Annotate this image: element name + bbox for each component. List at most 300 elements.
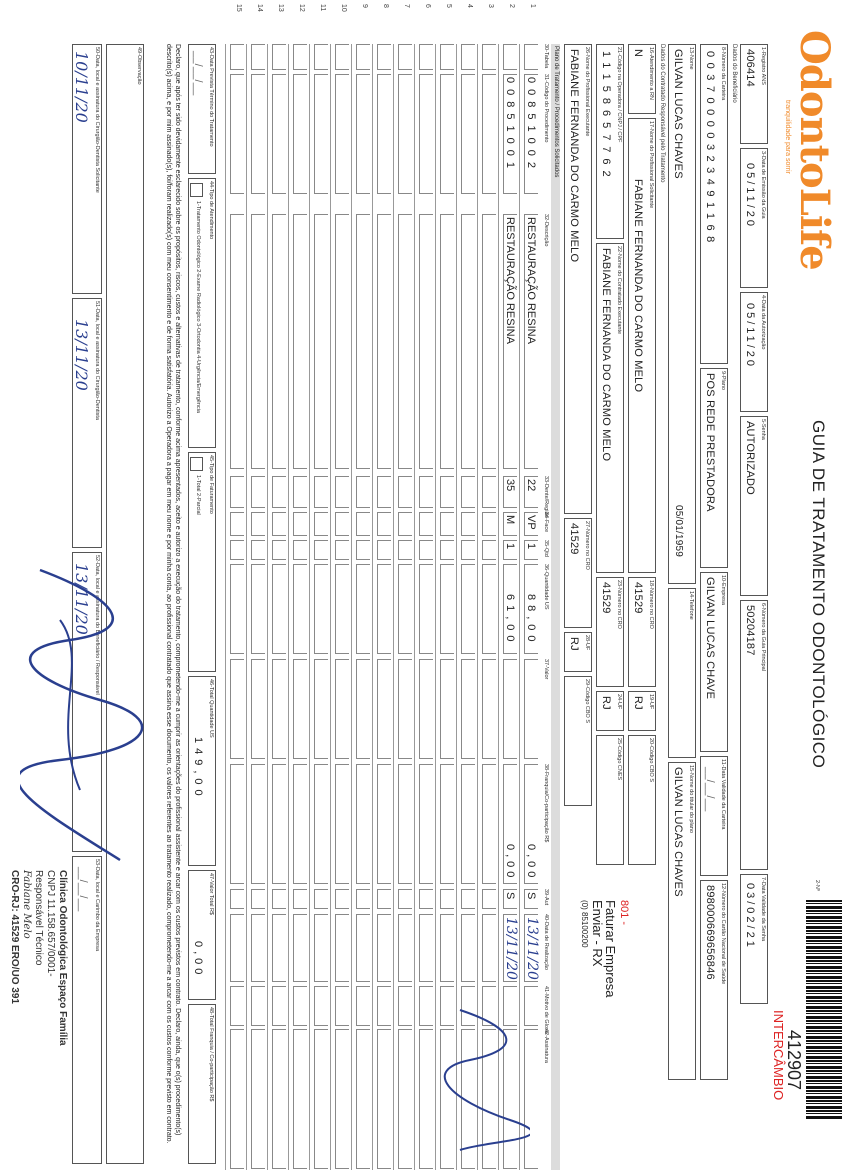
birth-date: 05/01/1959 [673, 505, 684, 558]
valor-total-value: 0,00 [192, 941, 204, 979]
cell-valor [272, 659, 286, 759]
cell-franq [398, 764, 412, 884]
procedures-section-title: Plano de Tratamento / Procedimentos Solicitados [553, 46, 559, 178]
table-row [288, 4, 309, 1170]
cell-sig [335, 1029, 349, 1169]
atendimento-rn-value: N [632, 49, 644, 58]
value-aut: S [525, 892, 537, 900]
cell-tab [314, 44, 328, 70]
row-number: 6 [424, 4, 431, 8]
tipo-faturamento-checkbox[interactable] [190, 457, 203, 471]
header-assinatura: 42-Assinatura [543, 1029, 549, 1063]
cell-desc [398, 214, 412, 469]
cartao-nacional-value: 898000669656846 [704, 885, 716, 980]
tipo-faturamento-options: 1-Total 2-Parcial [195, 475, 201, 515]
cell-date [356, 914, 370, 982]
header-descricao: 32-Descrição [543, 214, 549, 247]
cell-franq [335, 764, 349, 884]
value-face: M [504, 515, 516, 525]
table-row [330, 4, 351, 1170]
cell-aut [251, 889, 265, 909]
guide-number: 412907 [784, 1030, 804, 1091]
cell-franq [314, 764, 328, 884]
profissional-executante-value: FABIANE FERNANDA DO CARMO MELO [568, 49, 580, 263]
field-validade-senha: 7-Data Validade da Senha 03/02/21 [740, 874, 768, 1004]
cell-glosa [314, 986, 328, 1026]
header-glosa: 41-Motivo de Glosa [543, 986, 549, 1034]
cell-date [251, 914, 265, 982]
cell-aut [461, 889, 475, 909]
cell-code [461, 74, 475, 194]
value-qty: 1 [504, 543, 516, 550]
cell-tooth [398, 476, 412, 508]
odontolife-logo [784, 30, 838, 270]
numero-carteira-value: 00370000323491168 [704, 51, 716, 248]
cell-valor [503, 659, 517, 759]
table-row [414, 4, 435, 1170]
cell-date [482, 914, 496, 982]
cell-date [461, 914, 475, 982]
header-franquia: 38-Franquia/Co-participação R$ [543, 764, 549, 843]
cell-us [398, 564, 412, 654]
cell-sig [230, 1029, 244, 1169]
field-assinatura-solicitante: 50-Data, local e assinatura do Cirurgião-Dentista Solicitante 10/11/20 [72, 44, 102, 294]
cell-desc [377, 214, 391, 469]
field-empresa: 10-Empresa GILVAN LUCAS CHAVE [700, 572, 728, 752]
cell-qty [251, 540, 265, 560]
row-number: 9 [361, 4, 368, 8]
section-beneficiario: Dados do Beneficiário [731, 44, 737, 103]
header-qtd-us: 36-Quantidade US [543, 564, 549, 610]
plano-value: POS REDE PRESTADORA [704, 373, 716, 512]
table-row [351, 4, 372, 1170]
cell-glosa [293, 986, 307, 1026]
cell-tab [356, 44, 370, 70]
cell-face [482, 512, 496, 536]
cell-face [335, 512, 349, 536]
cell-us [377, 564, 391, 654]
field-data-emissao: 3-Data de Emissão da Guia 05/11/20 [740, 148, 768, 288]
cell-face [398, 512, 412, 536]
cell-tooth [356, 476, 370, 508]
cell-franq [356, 764, 370, 884]
beneficiario-date: 13/11/20 [72, 563, 91, 635]
value-date: 13/11/20 [524, 917, 540, 980]
cell-date [377, 914, 391, 982]
guide-number-label: 2-Nº [814, 880, 820, 891]
cell-us [251, 564, 265, 654]
field-nome: 13-Nome GILVAN LUCAS CHAVES 05/01/1959 [668, 44, 696, 584]
procedures-section-bar [551, 44, 560, 1170]
value-us: 88,00 [525, 594, 537, 647]
cell-desc [356, 214, 370, 469]
validade-senha-value: 03/02/21 [744, 883, 756, 950]
cell-desc [482, 214, 496, 469]
cell-code [293, 74, 307, 194]
cell-aut [440, 889, 454, 909]
field-data-autorizacao: 4-Data da Autorização 05/11/20 [740, 292, 768, 412]
dentist-row-signature [440, 1000, 530, 1160]
row-number: 4 [466, 4, 473, 8]
validade-carteira-value: __/__/__ [704, 767, 716, 812]
field-data-prevista: 43-Data Prevista Término do Tratamento __/__/__ [188, 44, 216, 174]
cell-face [461, 512, 475, 536]
uf-executante-value: RJ [568, 637, 580, 651]
cell-aut [419, 889, 433, 909]
value-franq: 0,00 [504, 844, 516, 882]
field-cartao-nacional: 12-Número do Cartão Nacional de Saúde 898000669656846 [700, 880, 728, 1080]
cell-qty [419, 540, 433, 560]
contratado-executante-value: FABIANE FERNANDA DO CARMO MELO [600, 248, 612, 462]
registro-ans-value: 406414 [744, 49, 756, 87]
cell-valor [377, 659, 391, 759]
cell-valor [398, 659, 412, 759]
cell-desc [335, 214, 349, 469]
page-title: GUIA DE TRATAMENTO ODONTOLÓGICO [809, 420, 828, 769]
cell-valor [335, 659, 349, 759]
data-prevista-value: __/__/__ [192, 51, 204, 96]
cell-date [293, 914, 307, 982]
dentista-date: 13/11/20 [72, 319, 91, 391]
table-row [372, 4, 393, 1170]
cell-tab [419, 44, 433, 70]
row-number: 12 [298, 4, 305, 12]
cell-tooth [440, 476, 454, 508]
cell-code [272, 74, 286, 194]
senha-value: AUTORIZADO [744, 421, 756, 495]
cell-glosa [377, 986, 391, 1026]
codigo-operadora-value: 11158657762 [600, 51, 612, 183]
cell-tooth [293, 476, 307, 508]
cell-valor [461, 659, 475, 759]
cell-franq [377, 764, 391, 884]
cell-code [314, 74, 328, 194]
cell-sig [314, 1029, 328, 1169]
cell-valor [230, 659, 244, 759]
cell-desc [440, 214, 454, 469]
field-assinatura-beneficiario: 52-Data, local e assinatura do Beneficiário / Responsável 13/11/20 [72, 552, 102, 852]
field-senha: 5-Senha AUTORIZADO [740, 416, 768, 596]
cell-tooth [314, 476, 328, 508]
cell-us [230, 564, 244, 654]
field-cnes: 25-Código CNES [596, 735, 624, 865]
cell-aut [314, 889, 328, 909]
row-number: 3 [487, 4, 494, 8]
cell-franq [440, 764, 454, 884]
tipo-atendimento-options: 1-Tratamento Odontológico 2-Exame Radiológico 3-Ortodontia 4-Urgência/Emergência [195, 201, 201, 413]
cell-sig [356, 1029, 370, 1169]
table-row [267, 4, 288, 1170]
cell-face [377, 512, 391, 536]
section-contratado: Dados do Contratado Responsável pelo Tratamento [659, 44, 665, 183]
cell-franq [272, 764, 286, 884]
cell-face [314, 512, 328, 536]
cell-tab [230, 44, 244, 70]
cell-desc [293, 214, 307, 469]
field-validade-carteira: 11-Data Validade da Carteira __/__/__ [700, 756, 728, 876]
cell-face [356, 512, 370, 536]
cell-tooth [482, 476, 496, 508]
cell-tab [377, 44, 391, 70]
cell-tooth [377, 476, 391, 508]
cell-sig [272, 1029, 286, 1169]
cell-qty [461, 540, 475, 560]
cell-valor [440, 659, 454, 759]
cell-code [377, 74, 391, 194]
cell-tab [335, 44, 349, 70]
header-qtd: 35-Qtd [543, 540, 549, 557]
cell-glosa [419, 986, 433, 1026]
field-registro-ans: 1-Registro ANS 406414 [740, 44, 768, 144]
cell-glosa [335, 986, 349, 1026]
cell-tab [398, 44, 412, 70]
field-assinatura-dentista: 51-Data, local e assinatura do Cirurgião-Dentista 13/11/20 [72, 298, 102, 548]
solicitante-date: 10/11/20 [72, 51, 91, 123]
note-phone: (0) 85100200 [580, 900, 589, 948]
cell-tab [461, 44, 475, 70]
field-contratado-executante: 22-Nome do Contratado Executante FABIANE FERNANDA DO CARMO MELO [596, 243, 624, 573]
cell-qty [272, 540, 286, 560]
value-code: 00851001 [504, 77, 516, 174]
cell-date [230, 914, 244, 982]
total-us-value: 149,00 [192, 737, 204, 801]
cell-valor [419, 659, 433, 759]
cell-aut [272, 889, 286, 909]
field-uf-solicitante: 19-UF RJ [628, 691, 656, 731]
header-codigo: 31-Código do Procedimento [543, 74, 549, 143]
cell-aut [230, 889, 244, 909]
cro-executante-value: 41529 [568, 523, 580, 555]
field-total-us: 46-Total Quantidade US 149,00 [188, 676, 216, 866]
cell-us [461, 564, 475, 654]
cell-aut [482, 889, 496, 909]
cell-glosa [356, 986, 370, 1026]
header-valor: 37-Valor [543, 659, 549, 680]
cell-us [272, 564, 286, 654]
table-row [246, 4, 267, 1170]
table-row [309, 4, 330, 1170]
row-number: 5 [445, 4, 452, 8]
row-number: 2 [508, 4, 515, 8]
cell-tooth [419, 476, 433, 508]
cell-franq [461, 764, 475, 884]
cell-qty [482, 540, 496, 560]
titular-value: GILVAN LUCAS CHAVES [672, 767, 684, 897]
field-profissional-executante: 26-Nome do Profissional Executante FABIANE FERNANDA DO CARMO MELO [564, 44, 592, 514]
value-franq: 0,00 [525, 844, 537, 882]
barcode [806, 900, 842, 1120]
cell-glosa [230, 986, 244, 1026]
cell-date [314, 914, 328, 982]
value-face: VP [525, 515, 537, 530]
row-number: 14 [256, 4, 263, 12]
row-number: 11 [319, 4, 326, 12]
tipo-atendimento-checkbox[interactable] [190, 183, 203, 197]
cell-face [251, 512, 265, 536]
field-codigo-operadora: 21-Código na Operadora / CNPJ / CPF 11158657762 [596, 44, 624, 239]
row-number: 10 [340, 4, 347, 12]
cell-sig [398, 1029, 412, 1169]
cell-code [482, 74, 496, 194]
cell-tooth [230, 476, 244, 508]
field-titular: 15-Nome do titular do plano GILVAN LUCAS CHAVES [668, 762, 696, 1080]
cell-tooth [461, 476, 475, 508]
cell-aut [356, 889, 370, 909]
handwritten-note [578, 900, 630, 998]
field-cro-contratado: 23-Número no CRO 41529 [596, 577, 624, 687]
value-qty: 1 [525, 543, 537, 550]
beneficiary-signature [20, 560, 160, 880]
uf-contratado-value: RJ [600, 696, 612, 710]
note-801: 801 - [618, 900, 630, 926]
field-telefone: 14-Telefone [668, 588, 696, 758]
cell-us [440, 564, 454, 654]
field-numero-carteira: 8-Número da Carteira 00370000323491168 [700, 44, 728, 364]
cell-desc [314, 214, 328, 469]
cell-desc [461, 214, 475, 469]
cell-date [272, 914, 286, 982]
cell-aut [293, 889, 307, 909]
field-total-franquia: 48-Total Franquia / Co-participação R$ [188, 1004, 216, 1164]
cell-aut [335, 889, 349, 909]
value-tooth: 35 [504, 479, 516, 492]
value-desc: RESTAURAÇÃO RESINA [525, 217, 537, 344]
cell-us [314, 564, 328, 654]
brand-name: OdontoLife [791, 30, 838, 270]
field-cbo-solicitante: 20-Código CBO S [628, 735, 656, 865]
row-number: 8 [382, 4, 389, 8]
cell-qty [335, 540, 349, 560]
cell-franq [482, 764, 496, 884]
cell-us [293, 564, 307, 654]
cell-qty [377, 540, 391, 560]
field-tipo-faturamento: 45-Tipo de Faturamento 1-Total 2-Parcial [188, 452, 216, 672]
cell-tab [251, 44, 265, 70]
cell-date [398, 914, 412, 982]
cell-qty [440, 540, 454, 560]
cell-glosa [272, 986, 286, 1026]
cell-desc [230, 214, 244, 469]
cell-franq [230, 764, 244, 884]
table-row [393, 4, 414, 1170]
value-code: 00851002 [525, 77, 537, 174]
cell-sig [419, 1029, 433, 1169]
cell-date [419, 914, 433, 982]
nome-value: GILVAN LUCAS CHAVES [672, 49, 684, 179]
header-face: 34-Face [543, 512, 549, 533]
guia-principal-value: 50204187 [744, 605, 756, 656]
cell-valor [314, 659, 328, 759]
cell-valor [293, 659, 307, 759]
value-desc: RESTAURAÇÃO RESINA [504, 217, 516, 344]
cell-us [356, 564, 370, 654]
intercambio-stamp: INTERCÂMBIO [771, 1010, 786, 1101]
cell-code [335, 74, 349, 194]
profissional-solicitante-value: FABIANE FERNANDA DO CARMO MELO [632, 179, 644, 393]
procedures-header [541, 44, 550, 1170]
field-valor-total: 47-Valor Total R$ 0,00 [188, 870, 216, 1000]
header-data-realizacao: 40-Data de Realização [543, 914, 549, 970]
carimbo-empresa-date: __/__/__ [77, 867, 89, 912]
row-number: 1 [529, 4, 536, 8]
empresa-value: GILVAN LUCAS CHAVE [704, 577, 716, 700]
uf-solicitante-value: RJ [632, 696, 644, 710]
cell-code [440, 74, 454, 194]
cell-aut [398, 889, 412, 909]
field-uf-contratado: 24-UF RJ [596, 691, 624, 731]
cell-franq [293, 764, 307, 884]
cell-tab [482, 44, 496, 70]
cell-face [230, 512, 244, 536]
header-aut: 39-Aut [543, 889, 549, 906]
note-enviar: Enviar - RX [590, 900, 605, 967]
cell-us [482, 564, 496, 654]
data-autorizacao-value: 05/11/20 [744, 303, 756, 370]
cell-code [356, 74, 370, 194]
cell-tooth [335, 476, 349, 508]
cell-us [335, 564, 349, 654]
cell-date [440, 914, 454, 982]
cell-sig [251, 1029, 265, 1169]
field-profissional-solicitante: 17-Nome do Profissional Solicitante FABIANE FERNANDA DO CARMO MELO [628, 118, 656, 573]
field-cbo-executante: 29-Código CBO S [564, 676, 592, 806]
cell-sig [377, 1029, 391, 1169]
cell-tab [293, 44, 307, 70]
cell-desc [272, 214, 286, 469]
cell-code [230, 74, 244, 194]
cell-tab [503, 44, 517, 70]
cell-code [398, 74, 412, 194]
field-atendimento-rn: 16-Atendimento a RN N [628, 44, 656, 114]
field-cro-executante: 27-Número no CRO 41529 [564, 518, 592, 628]
cell-qty [314, 540, 328, 560]
clinic-stamp: Clínica Odontológica Espaço Família CNPJ 11.158.657/0001- Responsável Técnico Fabiane Melo CRO-RJ: 41529 ERO/UO 391 [9, 870, 68, 1046]
cell-tooth [272, 476, 286, 508]
cell-glosa [398, 986, 412, 1026]
header-dente: 33-Dente/Região [543, 476, 549, 518]
field-uf-executante: 28-UF RJ [564, 632, 592, 672]
row-number: 7 [403, 4, 410, 8]
field-carimbo-empresa: 53-Data, local e Carimbo da Empresa __/__/__ [72, 856, 102, 1164]
cell-valor [251, 659, 265, 759]
cell-aut [377, 889, 391, 909]
cell-face [272, 512, 286, 536]
cell-tab [272, 44, 286, 70]
table-row [225, 4, 246, 1170]
value-us: 61,00 [504, 594, 516, 647]
row-number: 15 [235, 4, 242, 12]
cro-solicitante-value: 41529 [632, 582, 644, 614]
cell-qty [398, 540, 412, 560]
cell-qty [230, 540, 244, 560]
field-tipo-atendimento: 44-Tipo de Atendimento 1-Tratamento Odontológico 2-Exame Radiológico 3-Ortodontia 4-Urgência/Emergência [188, 178, 216, 448]
data-emissao-value: 05/11/20 [744, 163, 756, 230]
cro-contratado-value: 41529 [600, 582, 612, 614]
cell-desc [419, 214, 433, 469]
cell-sig [293, 1029, 307, 1169]
cell-valor [482, 659, 496, 759]
cell-valor [356, 659, 370, 759]
field-guia-principal: 6-Número da Guia Principal 50204187 [740, 600, 768, 870]
declaration-text: Declaro, que após ter sido devidamente esclarecido sobre os propósitos, riscos, custos e alternativas de tratamento, conforme acima apresentados, aceito e autorizo a execução do tratamento, comprometendo-me a cumprir as orientações do profissional assistente e arcar com os custos previstos em contrato. Declaro, ainda, que o(s) procedimento(s) descrito(s) acima, e por mim assinado(s), foi/foram realizado(s) com meu consentimento e de forma satisfatória. Autorizo a Operadora a pagar em meu nome e por minha conta, ao profissional contratado que assina esse documento, os valores referentes ao tratamento realizado, comprometendo-me a arcar com os custos conforme previsto em contrato. [165, 44, 181, 1144]
cell-valor [524, 659, 538, 759]
cell-glosa [251, 986, 265, 1026]
field-plano: 9-Plano POS REDE PRESTADORA [700, 368, 728, 568]
value-date: 13/11/20 [503, 917, 519, 980]
cell-franq [251, 764, 265, 884]
cell-face [440, 512, 454, 536]
cell-face [293, 512, 307, 536]
